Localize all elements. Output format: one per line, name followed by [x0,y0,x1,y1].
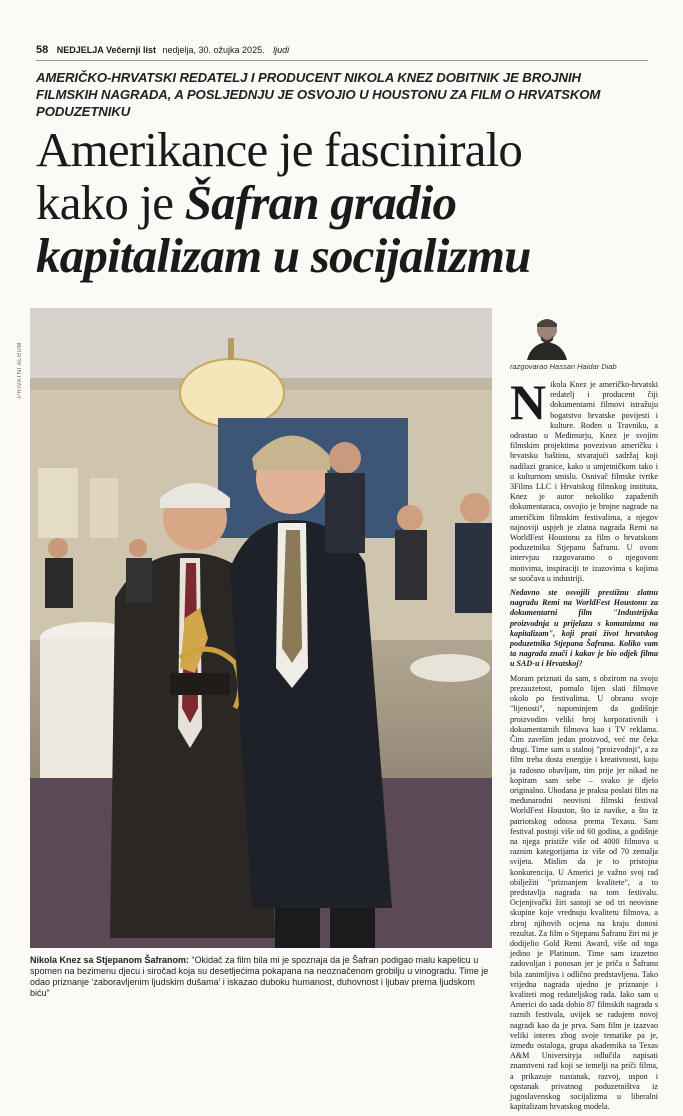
main-photo [30,308,492,948]
caption-quote: “Okidač za film bila mi je spoznaja da je Šafran podigao malu kapelicu u spomen na bezimenu djecu i siročad koja su desetljećima pokapana na neoznačenom grobilju u vinogradu. Time je odao priznanje ‘zaboravljenim ljudskim dušama’ i iskazao duboku humanost, duhovnost i ljubav prema ljudskom biću” [30,955,489,998]
byline: razgovarao Hassan Haidar Diab [510,362,617,371]
interview-answer: Moram priznati da sam, s obzirom na svoju prezauzetost, pomalo lijen slati filmove okolo po festivalima. U obranu svoje "lijenosti", napominjem da godišnje proizvodim veliki broj korporativnih i dokumentarnih filmova kao i TV reklama. Čim završim jedan proizvod, već me čeka drugi. Time sam u stalnoj "proizvodnji", a za film treba dosta energije i kreativnosti, koju ja radosno obavljam, tim prije jer nikad ne kopiram sam sebe – svako je djelo originalno. Uhodana je praksa poslati film na međunarodni neovisni filmski festival WorldFest Houston, što iz navike, a što iz patriotskog odnosa prema Texasu. Sam festival postoji više od 60 godina, a godišnje na njega pristiže više od 4000 filmova u raznim kategorijama iz više od 70 zemalja svijeta. Mislim da je to pristojna konkurencija. U Americi je važno svoj rad obilježiti "priznanjem kvalitete", a to predstavlja nagrada na tom festivalu. Ocjenjivački žiri sastoji se od tri neovisne skupine koje vrednuju kvalitetu filmova, a zbroj njihovih ocjena na kraju donosi rezultat. Za film o Stjepanu Šafranu žiri mi je dodijelio Gold Remi Award, više od toga jedino je Platinum. Time sam izuzetno zadovoljan i ponosan jer je priča o Šafranu bila zanimljiva i odlično predstavljena. Tako vrijedna nagrada ujedno je priznanje i kvaliteti mog redateljskog rada. Iako sam u Americi do sada dobio 87 filmskih nagrada s raznih festivala, uvijek se radujem novoj nagradi kao da je prva. Sam film je izazvao veliki interes zbog svoje tematike pa je, između ostaloga, grupa akademika sa Texas A&M Universityja odlučila napisati znanstveni rad koji se temelji na priči filma, a prikazuje nastanak, razvoj, uspon i opstanak privatnog poduzetništva iz jugoslavenskog socijalizma u liberalni kapitalizam hrvatskog modela. [510,673,658,1112]
headline [36,123,656,282]
author-portrait-icon [523,312,571,360]
intro-text: ikola Knez je američko-hrvatski redatelj i producent čiji dokumentarni filmovi istražuju bogatstvo hrvatske povijesti i kulture. Rođen u Travniku, a odrastao u Međimurju, Knez je svojim filmskim projektima povezivao američku i hrvatsku baštinu, stvarajući sadržaj koji nadilazi granice, kako u umjetničkom tako i u kulturnom smislu. Osnivač filmske tvrtke 3Films LLC i Hrvatskog filmskog instituta, Knez je autor nekoliko zapaženih dokumentaraca, osvojio je brojne nagrade na američkim filmskim festivalima, a njegov najnoviji uspjeh je zlatna nagrada Remi na WorldFest Houstonu za film o hrvatskom poduzetniku Stjepanu Šafranu. U ovom intervjuu razgovaramo o njegovom motivima, inspiraciji te izazovima s kojima se suočava u industriji. [510,380,658,583]
headline-line-3: kapitalizam u socijalizmu [36,228,531,283]
author-photo [523,312,571,360]
photo-credit: PRIVATNI ALBUM [17,342,23,398]
section-name: ljudi [273,45,290,55]
header-rule [36,60,648,61]
publication-name: NEDJELJA Večernji list [56,45,156,55]
interview-question: Nedavno ste osvojili prestižnu zlatnu nagradu Remi na WorldFest Houstonu za dokumentarni film "Industrijska proizvodnja u prijelazu s komunizma na kapitalizam", koji prati život hrvatskog poduzetnika Stjepana Šafrana. Koliko vam ta nagrada znači i kakav je bio odjek filma u SAD-u i Hrvatskoj? [510,588,658,669]
page-number: 58 [36,44,49,56]
headline-line-2-plain: kako je [36,175,185,230]
headline-line-2-bold: Šafran gradio [184,175,457,230]
headline-line-1: Amerikance je fasciniralo [36,122,523,177]
main-photo-illustration [30,308,492,948]
headline-line-2 [36,176,656,229]
photo-caption [30,955,492,999]
page-header [36,44,656,60]
issue-date: nedjelja, 30. ožujka 2025. [162,45,265,55]
article-body [510,374,658,1116]
caption-names: Nikola Knez sa Stjepanom Šafranom: [30,955,190,965]
dropcap: N [510,374,547,430]
kicker: AMERIČKO-HRVATSKI REDATELJ I PRODUCENT NIKOLA KNEZ DOBITNIK JE BROJNIH FILMSKIH NAGRADA, A POSLJEDNJU JE OSVOJIO U HOUSTONU ZA FILM O HRVATSKOM PODUZETNIKU [36,70,601,119]
article-intro [510,374,658,584]
